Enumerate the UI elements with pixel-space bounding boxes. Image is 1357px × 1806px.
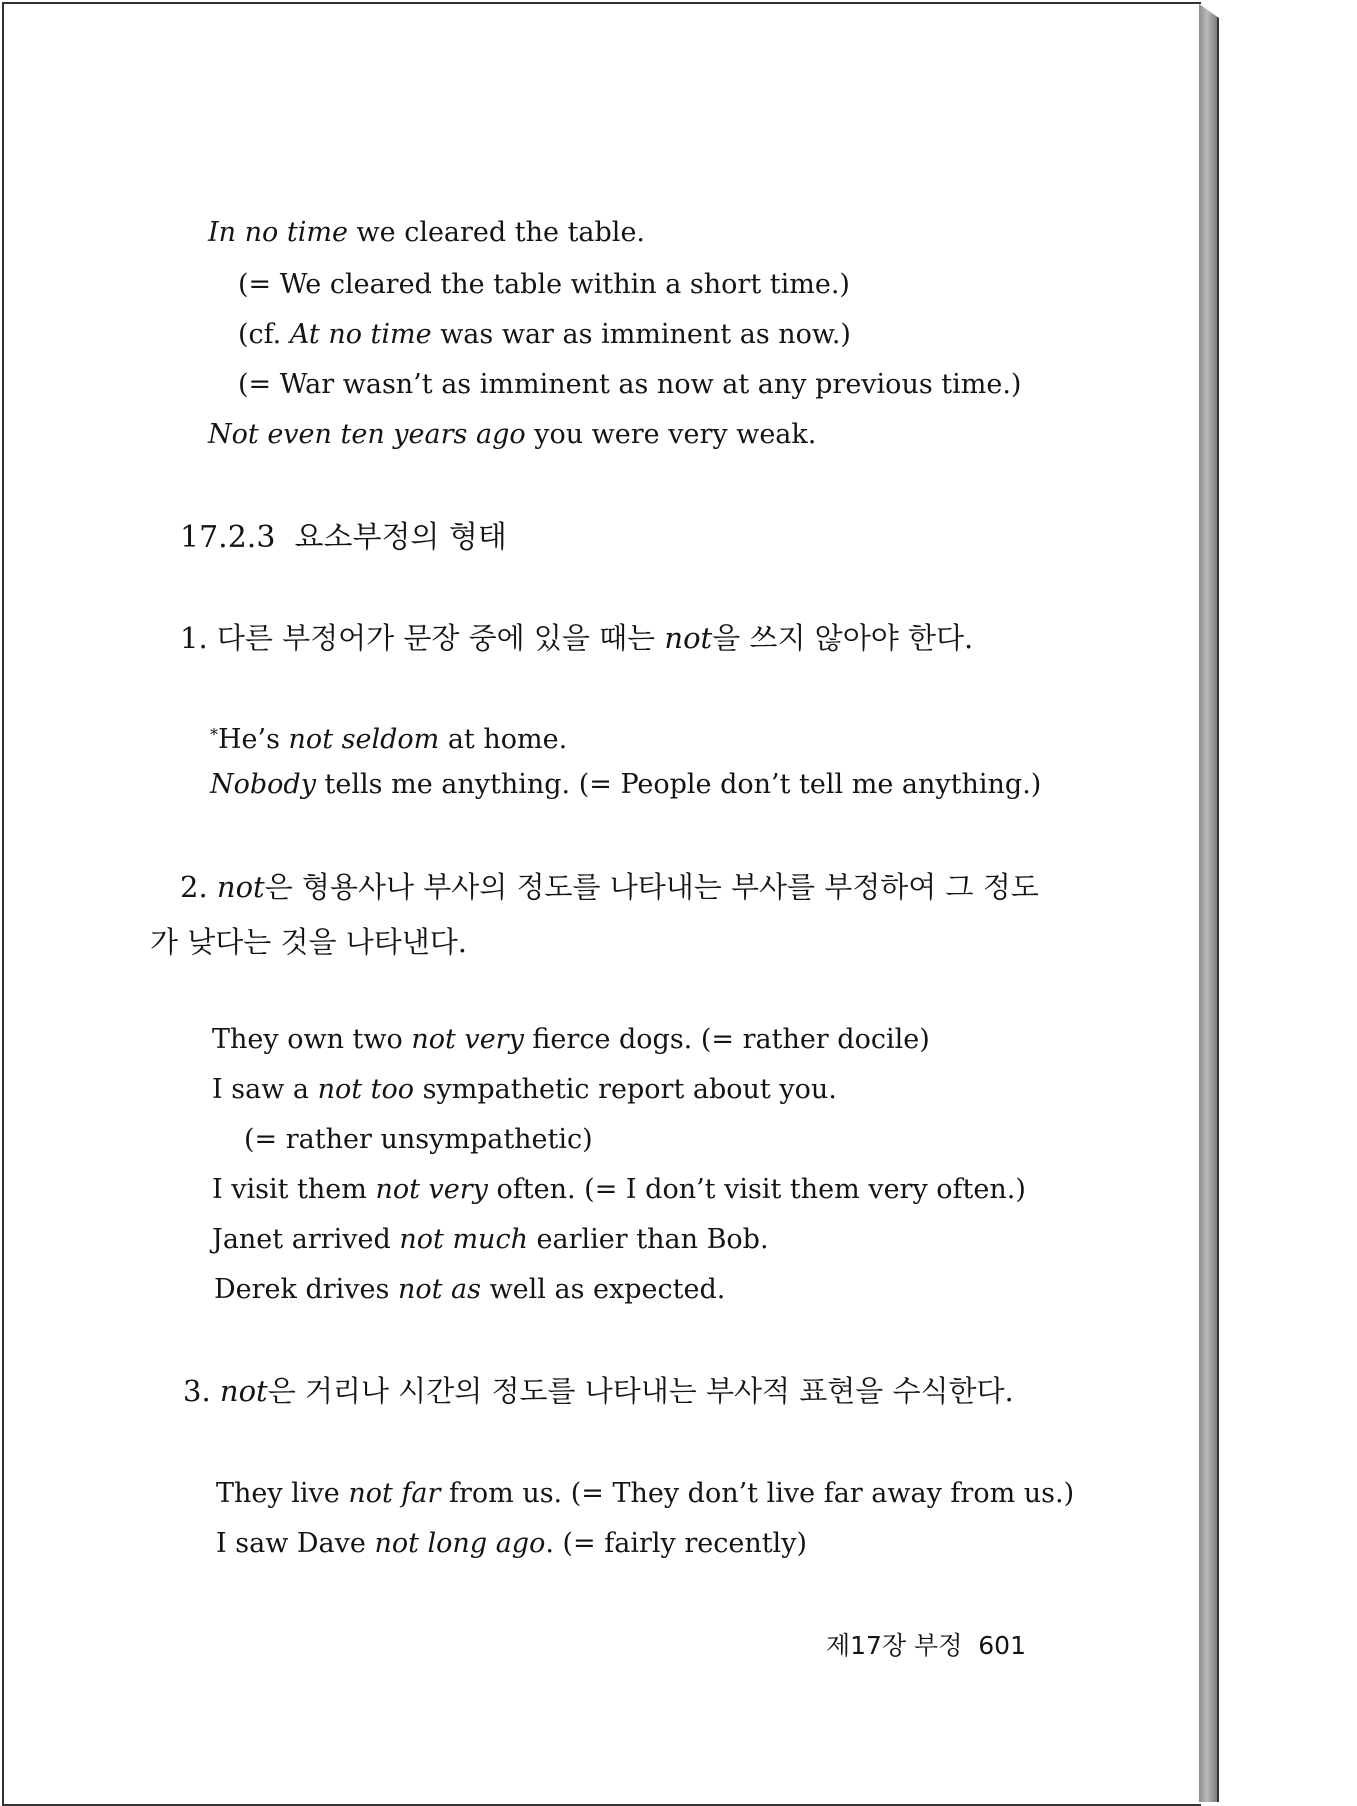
example-text: Janet arrived xyxy=(212,1224,400,1255)
italic-phrase: not very xyxy=(411,1024,524,1055)
example-line xyxy=(212,1173,1026,1207)
example-line xyxy=(244,1123,593,1157)
ungrammatical-mark: * xyxy=(210,725,218,744)
rule-heading xyxy=(180,870,1039,904)
italic-phrase: not long ago xyxy=(374,1528,546,1559)
example-line xyxy=(212,1073,837,1107)
example-line xyxy=(238,368,1021,402)
rule-number: 2. xyxy=(180,870,208,904)
italic-phrase: not far xyxy=(348,1478,441,1509)
example-line xyxy=(216,1527,807,1561)
rule-number: 3. xyxy=(183,1374,211,1408)
italic-word: not xyxy=(664,621,713,655)
page-number: 601 xyxy=(978,1631,1026,1660)
page-footer xyxy=(826,1629,1026,1663)
example-line xyxy=(212,1023,930,1057)
example-line xyxy=(238,318,851,352)
italic-phrase: Not even ten years ago xyxy=(208,419,526,450)
italic-phrase: not much xyxy=(399,1224,528,1255)
example-text: I saw a xyxy=(212,1074,318,1105)
example-text: (= rather unsympathetic) xyxy=(244,1124,593,1155)
example-text: (= We cleared the table within a short time.) xyxy=(238,269,850,300)
chapter-label: 제17장 부정 xyxy=(826,1631,963,1660)
italic-phrase: In no time xyxy=(208,217,348,248)
section-title: 요소부정의 형태 xyxy=(294,520,507,555)
example-line xyxy=(208,418,816,452)
example-text: (= War wasn’t as imminent as now at any previous time.) xyxy=(238,369,1022,400)
rule-heading-continued xyxy=(150,925,467,959)
example-text: at home. xyxy=(439,724,568,755)
rule-heading xyxy=(183,1374,1014,1408)
example-text: you were very weak. xyxy=(525,419,817,450)
rule-text: 은 거리나 시간의 정도를 나타내는 부사적 표현을 수식한다. xyxy=(267,1374,1014,1408)
example-line xyxy=(238,268,850,302)
italic-phrase: not very xyxy=(375,1174,488,1205)
example-text: tells me anything. (= People don’t tell me anything.) xyxy=(315,769,1042,800)
example-line xyxy=(214,1273,725,1307)
rule-text: 을 쓰지 않아야 한다. xyxy=(712,621,974,655)
example-line xyxy=(208,216,645,250)
italic-phrase: At no time xyxy=(289,319,432,350)
example-text: we cleared the table. xyxy=(347,217,646,248)
example-text: I visit them xyxy=(212,1174,376,1205)
example-text: (cf. xyxy=(238,319,290,350)
italic-word: not xyxy=(219,1374,268,1408)
example-text: was war as imminent as now.) xyxy=(431,319,851,350)
example-line xyxy=(216,1477,1074,1511)
example-line xyxy=(210,718,567,757)
rule-text: 가 낮다는 것을 나타낸다. xyxy=(150,925,468,959)
example-text: They own two xyxy=(212,1024,412,1055)
rule-number: 1. xyxy=(180,621,208,655)
example-text: He’s xyxy=(218,724,289,755)
example-text: Derek drives xyxy=(214,1274,398,1305)
rule-text: 다른 부정어가 문장 중에 있을 때는 xyxy=(207,621,665,655)
example-text: They live xyxy=(216,1478,349,1509)
example-text: well as expected. xyxy=(480,1274,726,1305)
section-number: 17.2.3 xyxy=(180,520,276,555)
example-line xyxy=(212,1223,769,1257)
example-text: earlier than Bob. xyxy=(527,1224,769,1255)
example-text: sympathetic report about you. xyxy=(414,1074,837,1105)
example-text: often. (= I don’t visit them very often.) xyxy=(487,1174,1026,1205)
example-line xyxy=(210,768,1041,802)
example-text: fierce dogs. (= rather docile) xyxy=(523,1024,930,1055)
section-heading xyxy=(180,521,507,555)
italic-phrase: not seldom xyxy=(288,724,440,755)
italic-phrase: Nobody xyxy=(210,769,316,800)
rule-text: 은 형용사나 부사의 정도를 나타내는 부사를 부정하여 그 정도 xyxy=(264,870,1039,904)
example-text: I saw Dave xyxy=(216,1528,375,1559)
italic-phrase: not too xyxy=(317,1074,415,1105)
example-text: . (= fairly recently) xyxy=(545,1528,807,1559)
italic-word: not xyxy=(216,870,265,904)
rule-heading xyxy=(180,621,973,655)
page-edge-shadow xyxy=(1199,4,1219,1802)
example-text: from us. (= They don’t live far away from us.) xyxy=(440,1478,1075,1509)
italic-phrase: not as xyxy=(397,1274,481,1305)
